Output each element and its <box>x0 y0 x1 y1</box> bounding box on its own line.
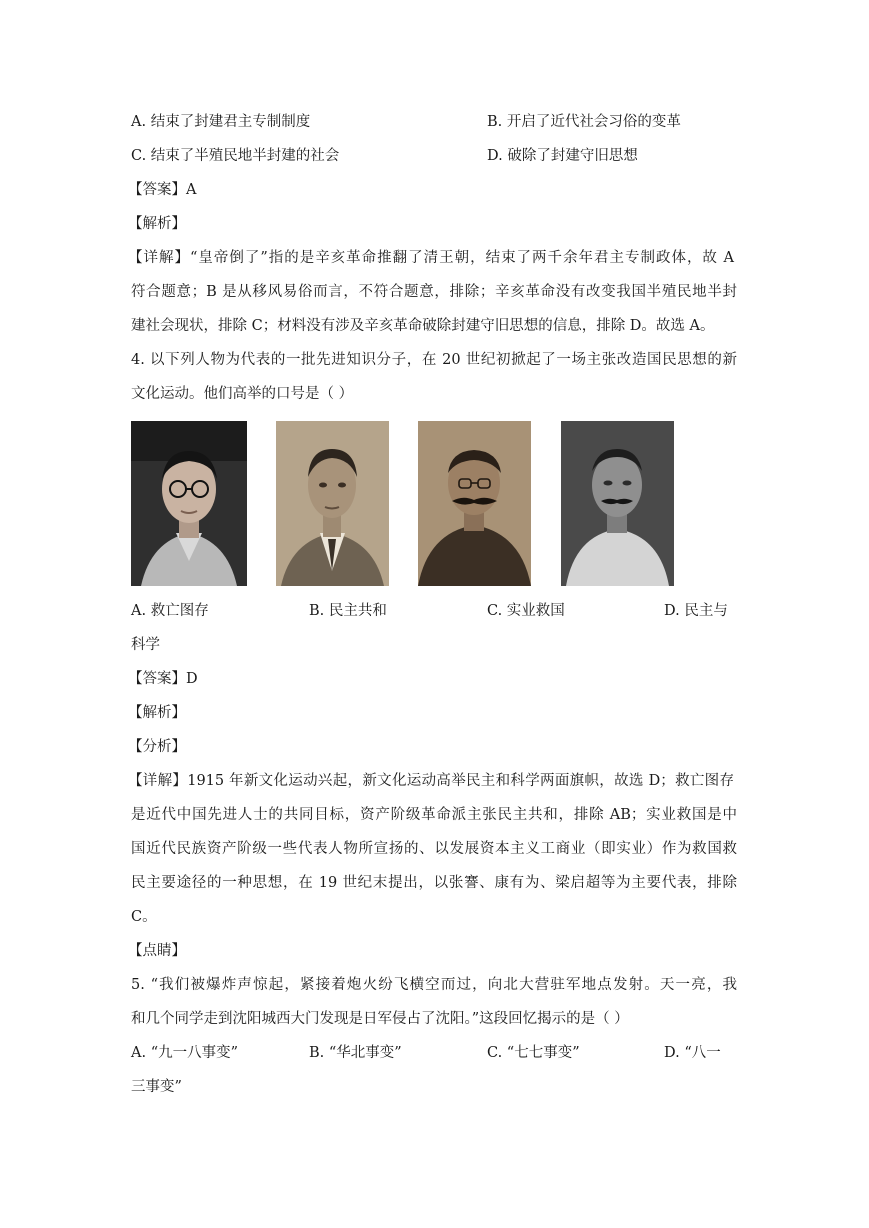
q4-detail-line-3: 国近代民族资产阶级一些代表人物所宣扬的、以发展资本主义工商业（即实业）作为救国救 <box>131 841 737 857</box>
q4-dianjing-label: 【点睛】 <box>128 943 186 959</box>
q3-detail-line-2: 符合题意；B 是从移风易俗而言，不符合题意，排除；辛亥革命没有改变我国半殖民地半封 <box>131 284 737 300</box>
q3-detail-line-1: 【详解】“皇帝倒了”指的是辛亥革命推翻了清王朝，结束了两千余年君主专制政体，故 A <box>128 250 734 266</box>
q4-option-d: D. 民主与 <box>664 603 728 619</box>
q4-option-b: B. 民主共和 <box>309 603 387 619</box>
q4-analysis-label: 【解析】 <box>128 705 186 721</box>
q3-detail-line-3: 建社会现状，排除 C；材料没有涉及辛亥革命破除封建守旧思想的信息，排除 D。故选 A。 <box>131 318 715 334</box>
q3-analysis-label: 【解析】 <box>128 216 186 232</box>
q4-fenxi-label: 【分析】 <box>128 739 186 755</box>
q4-detail-line-1: 【详解】1915 年新文化运动兴起，新文化运动高举民主和科学两面旗帜，故选 D；救亡图存 <box>128 773 734 789</box>
q4-option-c: C. 实业救国 <box>487 603 565 619</box>
q5-option-c: C. “七七事变” <box>487 1045 580 1061</box>
portrait-photo-4 <box>561 421 674 586</box>
q5-option-d: D. “八一 <box>664 1045 721 1061</box>
q4-detail-line-4: 民主要途径的一种思想，在 19 世纪末提出，以张謇、康有为、梁启超等为主要代表，排除 <box>131 875 737 891</box>
q3-option-c: C. 结束了半殖民地半封建的社会 <box>131 148 340 164</box>
q4-stem-line-2: 文化运动。他们高举的口号是（ ） <box>131 386 354 402</box>
q3-answer: 【答案】A <box>128 182 197 198</box>
q5-stem-line-1: 5. “我们被爆炸声惊起，紧接着炮火纷飞横空而过，向北大营驻军地点发射。天一亮，我 <box>131 977 737 993</box>
q4-stem-line-1: 4. 以下列人物为代表的一批先进知识分子，在 20 世纪初掀起了一场主张改造国民思想的新 <box>131 352 737 368</box>
portrait-photo-3 <box>418 421 531 586</box>
q5-option-d-continued: 三事变” <box>131 1079 182 1095</box>
q4-answer: 【答案】D <box>128 671 198 687</box>
q4-option-a: A. 救亡图存 <box>131 603 209 619</box>
q4-detail-line-2: 是近代中国先进人士的共同目标，资产阶级革命派主张民主共和，排除 AB；实业救国是中 <box>131 807 737 823</box>
portrait-photo-1 <box>131 421 247 586</box>
q3-option-b: B. 开启了近代社会习俗的变革 <box>487 114 681 130</box>
q4-option-d-continued: 科学 <box>131 637 160 653</box>
q4-detail-line-5: C。 <box>131 909 157 925</box>
q3-option-d: D. 破除了封建守旧思想 <box>487 148 638 164</box>
q5-stem-line-2: 和几个同学走到沈阳城西大门发现是日军侵占了沈阳。”这段回忆揭示的是（ ） <box>131 1011 629 1027</box>
q3-option-a: A. 结束了封建君主专制制度 <box>131 114 311 130</box>
q5-option-a: A. “九一八事变” <box>131 1045 239 1061</box>
portrait-photo-2 <box>276 421 389 586</box>
q5-option-b: B. “华北事变” <box>309 1045 402 1061</box>
